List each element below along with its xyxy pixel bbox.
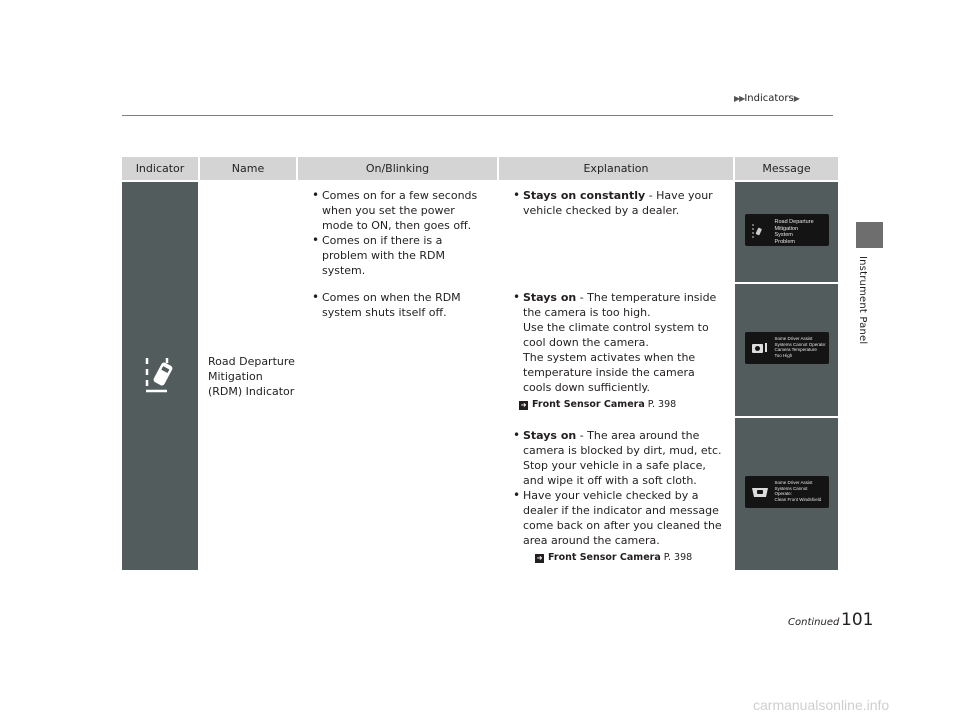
message-line: Problem (774, 238, 795, 245)
message-line: Systems Cannot (774, 485, 808, 491)
list-item: • Comes on for a few seconds when you set the power mode to ON, then goes off. (312, 188, 489, 233)
list-item: • Comes on if there is a problem with the RDM system. (312, 233, 489, 278)
indicator-table (120, 155, 840, 572)
windshield-camera-icon (751, 485, 769, 499)
column-header-indicator: Indicator (122, 157, 198, 180)
message-line: Mitigation (774, 225, 799, 232)
message-screen (745, 476, 829, 508)
explanation-cell (499, 284, 733, 416)
message-screen (745, 332, 829, 364)
list-item (513, 428, 725, 488)
chapter-tab-marker (856, 222, 883, 248)
explanation-lead: Stays on constantly (523, 189, 646, 202)
header-divider (122, 115, 833, 116)
table-row (122, 182, 838, 282)
continued-label: Continued (788, 617, 840, 628)
message-line: Clean Front Windshield (774, 496, 822, 502)
message-line: Operate: (774, 491, 793, 496)
column-header-message: Message (735, 157, 838, 180)
indicator-name-text: Road Departure Mitigation (RDM) Indicator (208, 354, 295, 398)
breadcrumb (734, 93, 800, 104)
xref-page: P. 398 (660, 552, 693, 563)
message-line: Some Driver Assist (774, 480, 813, 485)
explanation-cell (499, 182, 733, 282)
message-line: Road Departure (774, 219, 814, 225)
explanation-text: - The area around the camera is blocked by dirt, mud, etc. Stop your vehicle in a safe place, and wipe it off with a soft cloth. (523, 429, 722, 487)
camera-temperature-icon (751, 341, 769, 355)
lane-departure-icon (751, 223, 765, 239)
watermark: carmanualsonline.info (753, 697, 890, 713)
list-item: • Have your vehicle checked by a dealer if the indicator and message come back on after you cleaned the area around the camera. (513, 488, 725, 548)
xref-title: Front Sensor Camera (548, 552, 661, 563)
list-item (513, 188, 725, 218)
message-line: Systems Cannot Operate: (774, 341, 827, 347)
column-header-on-blinking: On/Blinking (298, 157, 497, 180)
double-arrow-icon: ▶▶ (734, 94, 745, 103)
chapter-tab-label: Instrument Panel (857, 256, 868, 345)
explanation-cell (499, 418, 733, 570)
reference-arrow-icon: ➜ (520, 401, 527, 409)
list-item: • Comes on when the RDM system shuts itself off. (312, 290, 489, 320)
reference-arrow-icon: ➜ (536, 554, 543, 562)
lane-departure-icon (143, 354, 177, 394)
explanation-extra: Use the climate control system to cool down the camera. (523, 321, 709, 349)
list-item (513, 290, 725, 395)
message-line: Too High (774, 352, 793, 358)
breadcrumb-label: Indicators (744, 93, 794, 104)
xref-page: P. 398 (644, 399, 677, 410)
indicator-cell (122, 182, 198, 570)
on-blinking-cell (298, 284, 497, 570)
cross-reference[interactable] (513, 397, 725, 412)
message-cell (735, 418, 838, 570)
column-header-explanation: Explanation (499, 157, 733, 180)
on-blinking-cell (298, 182, 497, 282)
cross-reference[interactable] (513, 550, 725, 565)
indicator-name (200, 182, 296, 570)
message-screen (745, 214, 829, 246)
message-line: Camera Temperature (774, 347, 817, 352)
explanation-lead: Stays on (523, 291, 577, 304)
message-cell (735, 284, 838, 416)
message-cell (735, 182, 838, 282)
column-header-name: Name (200, 157, 296, 180)
explanation-lead: Stays on (523, 429, 577, 442)
message-line: Some Driver Assist (774, 336, 813, 341)
explanation-extra: The system activates when the temperature inside the camera cools down sufficiently. (523, 351, 696, 394)
xref-title: Front Sensor Camera (532, 399, 645, 410)
table-header-row (122, 157, 838, 180)
arrow-right-icon: ▶ (793, 94, 800, 103)
message-line: System (774, 232, 793, 238)
explanation-text: - The temperature inside the camera is too high. (523, 291, 717, 319)
page-number: 101 (841, 610, 874, 630)
explanation-text: - Have your vehicle checked by a dealer. (523, 189, 713, 217)
